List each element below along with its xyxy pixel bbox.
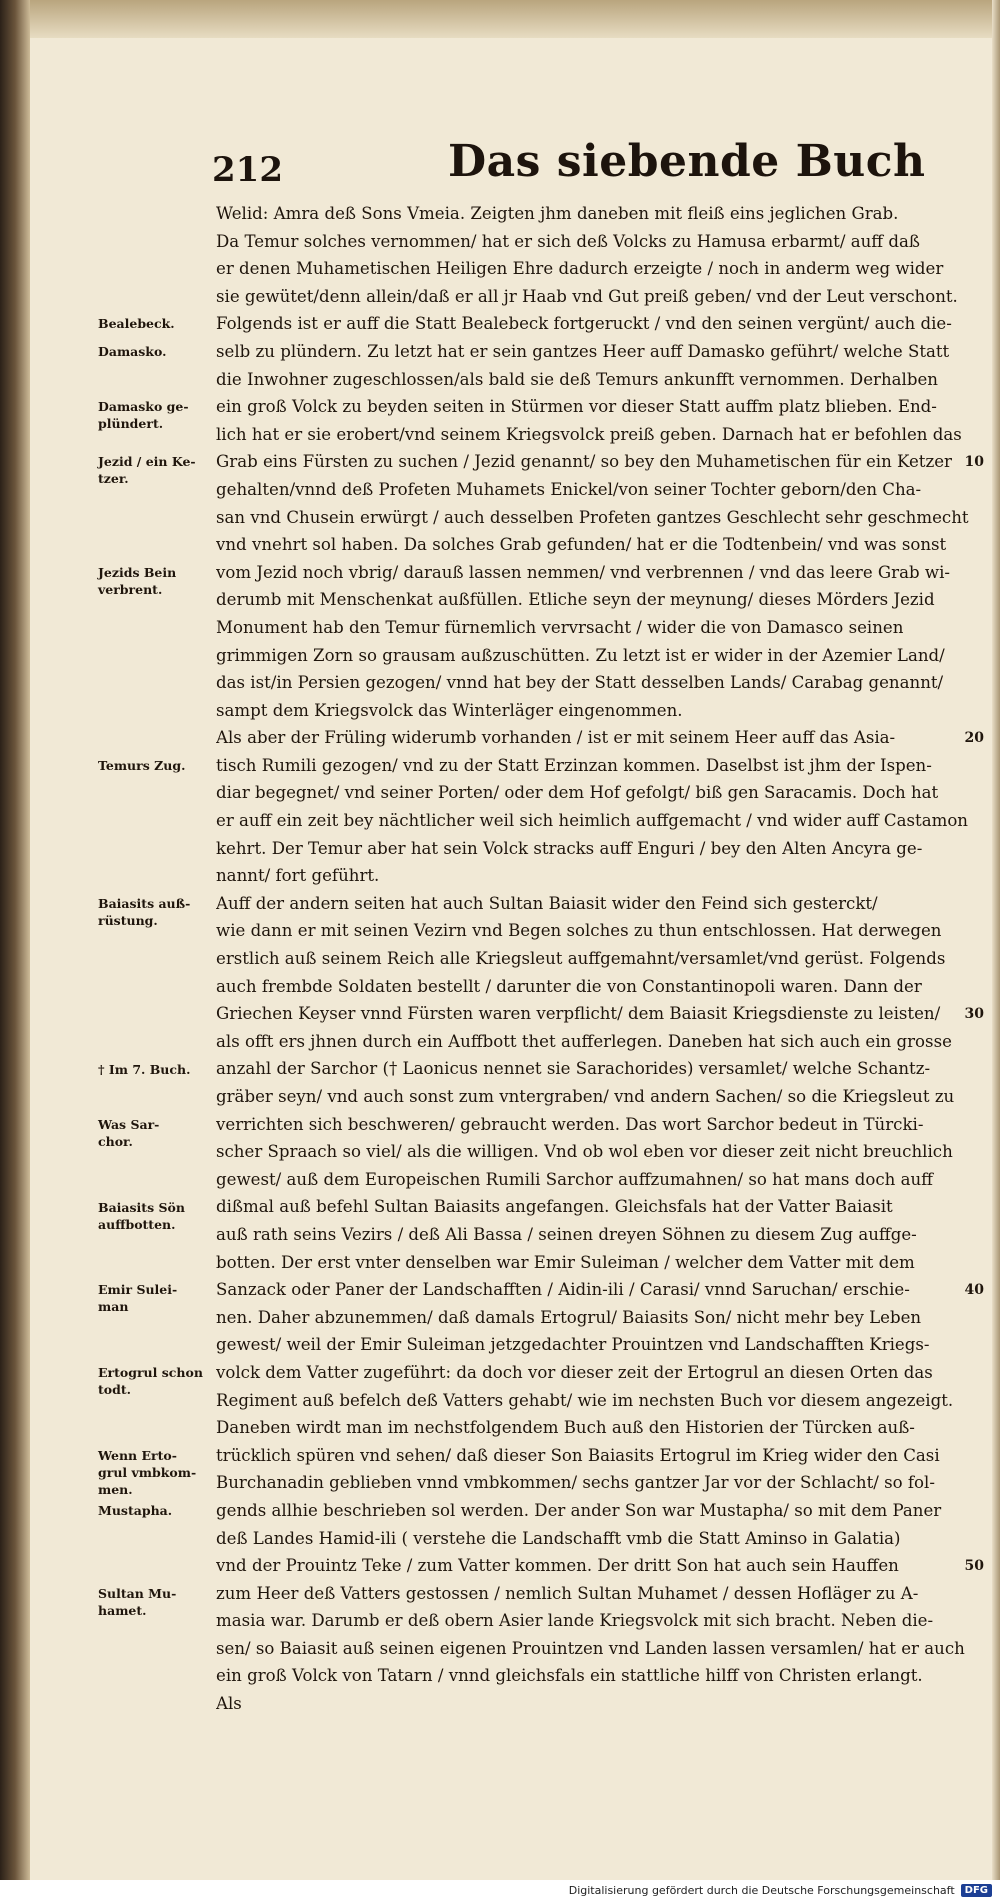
text-line: gewest/ auß dem Europeischen Rumili Sarchor auffzumahnen/ so hat mans doch auff [216, 1169, 933, 1189]
text-line: trücklich spüren vnd sehen/ daß dieser Son Baiasits Ertogrul im Krieg wider den Casi [216, 1445, 940, 1465]
running-title: Das siebende Buch [448, 136, 926, 187]
text-line: wie dann er mit seinen Vezirn vnd Begen solches zu thun entschlossen. Hat derwegen [216, 921, 942, 941]
margin-note: Mustapha. [98, 1503, 173, 1519]
margin-note: Jezids Bein verbrent. [98, 564, 177, 597]
text-line: Monument hab den Temur fürnemlich vervrsacht / wider die von Damasco seinen [216, 617, 904, 637]
line-number: 50 [964, 1558, 984, 1575]
margin-note: Was Sar- chor. [98, 1116, 160, 1149]
line-number: 30 [964, 1006, 984, 1023]
text-line: Daneben wirdt man im nechstfolgendem Buch auß den Historien der Türcken auß- [216, 1418, 915, 1438]
page-right-edge [992, 0, 1000, 1880]
text-line: sampt dem Kriegsvolck das Winterläger eingenommen. [216, 700, 683, 720]
text-line: Als [216, 1694, 242, 1714]
text-line: vnd vnehrt sol haben. Da solches Grab gefunden/ hat er die Todtenbein/ vnd was sonst [216, 535, 947, 555]
text-line: san vnd Chusein erwürgt / auch desselben Profeten gantzes Geschlecht sehr geschmecht [216, 507, 969, 527]
text-line: lich hat er sie erobert/vnd seinem Kriegsvolck preiß geben. Darnach hat er befohlen das [216, 424, 962, 444]
text-line: derumb mit Menschenkat außfüllen. Etliche seyn der meynung/ dieses Mörders Jezid [216, 590, 935, 610]
text-line: Regiment auß befelch deß Vatters gehabt/ wie im nechsten Buch vor diesem angezeigt. [216, 1390, 954, 1410]
text-line: kehrt. Der Temur aber hat sein Volck stracks auff Enguri / bey den Alten Ancyra ge- [216, 838, 923, 858]
text-line: deß Landes Hamid-ili ( verstehe die Landschafft vmb die Statt Aminso in Galatia) [216, 1528, 901, 1548]
digitization-footer [0, 1880, 1000, 1901]
text-line: gewest/ weil der Emir Suleiman jetzgedachter Prouintzen vnd Landschafften Kriegs- [216, 1335, 930, 1355]
text-line: zum Heer deß Vatters gestossen / nemlich Sultan Muhamet / dessen Hofläger zu A- [216, 1583, 919, 1603]
text-line: sie gewütet/denn allein/daß er all jr Haab vnd Gut preiß geben/ vnd der Leut verschont. [216, 286, 958, 306]
margin-note: Baiasits auß- rüstung. [98, 896, 191, 928]
text-line: volck dem Vatter zugeführt: da doch vor dieser zeit der Ertogrul an diesen Orten das [216, 1362, 933, 1382]
line-number: 10 [964, 454, 984, 471]
margin-note: Baiasits Sön auffbotten. [98, 1199, 185, 1232]
margin-note: † Im 7. Buch. [98, 1061, 191, 1077]
text-line: verrichten sich beschweren/ gebraucht werden. Das wort Sarchor bedeut in Türcki- [216, 1114, 924, 1134]
text-line: das ist/in Persien gezogen/ vnnd hat bey der Statt desselben Lands/ Carabag genannt/ [216, 673, 944, 693]
text-line: Folgends ist er auff die Statt Bealebeck fortgeruckt / vnd den seinen vergünt/ auch die- [216, 314, 952, 334]
text-line: er auff ein zeit bey nächtlicher weil sich heimlich auffgemacht / vnd wider auff Castamon [216, 811, 968, 831]
text-line: selb zu plündern. Zu letzt hat er sein gantzes Heer auff Damasko geführt/ welche Statt [216, 341, 950, 361]
text-line: auch frembde Soldaten bestellt / darunter die von Constantinopoli waren. Dann der [216, 976, 922, 996]
margin-note: Bealebeck. [98, 316, 175, 332]
page-number: 212 [212, 150, 283, 190]
text-line: Auff der andern seiten hat auch Sultan Baiasit wider den Feind sich gesterckt/ [216, 893, 878, 913]
text-line: gehalten/vnnd deß Profeten Muhamets Enickel/von seiner Tochter geborn/den Cha- [216, 479, 922, 499]
margin-note: Sultan Mu- hamet. [98, 1586, 177, 1618]
book-spine [0, 0, 30, 1901]
margin-note: Jezid / ein Ke- tzer. [98, 454, 196, 487]
text-line: Als aber der Früling widerumb vorhanden / ist er mit seinem Heer auff das Asia- [216, 728, 896, 748]
text-line: ein groß Volck zu beyden seiten in Stürmen vor dieser Statt auffm platz blieben. End- [216, 397, 937, 417]
margin-note: Temurs Zug. [98, 758, 186, 773]
text-line: nen. Daher abzunemmen/ daß damals Ertogrul/ Baiasits Son/ nicht mehr bey Leben [216, 1307, 922, 1327]
line-number: 40 [964, 1282, 984, 1299]
margin-note: Emir Sulei- man [98, 1282, 178, 1315]
text-line: vom Jezid noch vbrig/ darauß lassen nemmen/ vnd verbrennen / vnd das leere Grab wi- [216, 562, 951, 582]
text-line: Griechen Keyser vnnd Fürsten waren verpflicht/ dem Baiasit Kriegsdienste zu leisten/ [216, 1004, 941, 1024]
dfg-logo: DFG [961, 1884, 992, 1897]
footer-credit: Digitalisierung gefördert durch die Deutsche Forschungsgemeinschaft [568, 1884, 955, 1897]
text-line: Da Temur solches vernommen/ hat er sich deß Volcks zu Hamusa erbarmt/ auff daß [216, 231, 920, 251]
line-number: 20 [964, 730, 984, 747]
text-line: sen/ so Baiasit auß seinen eigenen Prouintzen vnd Landen lassen versamlen/ hat er auch [216, 1638, 965, 1658]
text-line: gends allhie beschrieben sol werden. Der ander Son war Mustapha/ so mit dem Paner [216, 1500, 942, 1520]
text-line: er denen Muhametischen Heiligen Ehre dadurch erzeigte / noch in anderm weg wider [216, 259, 944, 279]
margin-note: Wenn Erto- grul vmbkom- men. [98, 1448, 197, 1497]
text-line: scher Spraach so viel/ als die willigen. Vnd ob wol eben vor dieser zeit nicht breuchlich [216, 1142, 953, 1162]
margin-note: Damasko ge- plündert. [98, 399, 189, 432]
text-line: grimmigen Zorn so grausam außzuschütten. Zu letzt ist er wider in der Azemier Land/ [216, 645, 945, 665]
text-line: anzahl der Sarchor († Laonicus nennet sie Sarachorides) versamlet/ welche Schantz- [216, 1059, 931, 1079]
text-line: Burchanadin geblieben vnnd vmbkommen/ sechs gantzer Jar vor der Schlacht/ so fol- [216, 1473, 935, 1493]
text-line: die Inwohner zugeschlossen/als bald sie deß Temurs ankunfft vernommen. Derhalben [216, 369, 938, 389]
text-line: Welid: Amra deß Sons Vmeia. Zeigten jhm daneben mit fleiß eins jeglichen Grab. [216, 204, 899, 223]
margin-note: Damasko. [98, 344, 167, 359]
text-line: dißmal auß befehl Sultan Baiasits angefangen. Gleichsfals hat der Vatter Baiasit [216, 1197, 893, 1217]
text-line: diar begegnet/ vnd seiner Porten/ oder dem Hof gefolgt/ biß gen Saracamis. Doch hat [216, 783, 939, 803]
text-line: als offt ers jhnen durch ein Auffbott thet aufferlegen. Daneben hat sich auch ein grosse [216, 1031, 952, 1051]
page-top-edge [30, 0, 1000, 38]
text-line: gräber seyn/ vnd auch sonst zum vntergraben/ vnd andern Sachen/ so die Kriegsleut zu [216, 1087, 955, 1106]
text-line: ein groß Volck von Tatarn / vnnd gleichsfals ein stattliche hilff von Christen erlangt. [216, 1666, 923, 1686]
text-line: erstlich auß seinem Reich alle Kriegsleut auffgemahnt/versamlet/vnd gerüst. Folgends [216, 949, 946, 969]
text-line: Sanzack oder Paner der Landschafften / Aidin-ili / Carasi/ vnnd Saruchan/ erschie- [216, 1280, 910, 1300]
text-line: tisch Rumili gezogen/ vnd zu der Statt Erzinzan kommen. Daselbst ist jhm der Ispen- [216, 755, 932, 775]
text-line: masia war. Darumb er deß obern Asier lande Kriegsvolck mit sich bracht. Neben die- [216, 1611, 934, 1631]
body-text [216, 200, 971, 1718]
text-line: nannt/ fort geführt. [216, 866, 380, 886]
text-line: botten. Der erst vnter denselben war Emir Suleiman / welcher dem Vatter mit dem [216, 1252, 915, 1272]
text-line: Grab eins Fürsten zu suchen / Jezid genannt/ so bey den Muhametischen für ein Ketzer [216, 452, 952, 472]
text-line: auß rath seins Vezirs / deß Ali Bassa / seinen dreyen Söhnen zu diesem Zug auffge- [216, 1224, 917, 1244]
text-line: vnd der Prouintz Teke / zum Vatter kommen. Der dritt Son hat auch sein Hauffen [216, 1556, 899, 1576]
margin-note: Ertogrul schon todt. [98, 1365, 203, 1398]
